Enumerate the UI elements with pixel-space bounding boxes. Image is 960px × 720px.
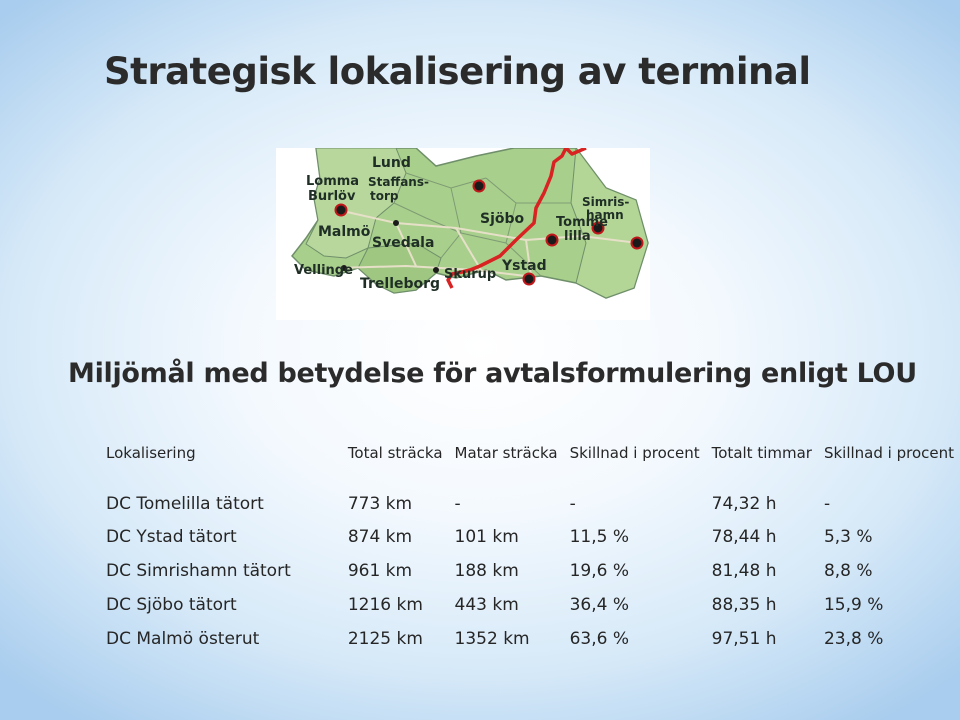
cell-skillnad-procent-1: 36,4 % xyxy=(569,595,630,615)
map-label-ystad: Ystad xyxy=(502,258,547,274)
table-row xyxy=(100,554,960,588)
cell-skillnad-procent-2: - xyxy=(823,494,831,514)
cell-totalt-timmar: 88,35 h xyxy=(711,595,777,615)
cell-skillnad-procent-1: 11,5 % xyxy=(569,527,630,547)
table-row xyxy=(100,588,960,622)
map-label-simrishamn-2: hamn xyxy=(586,208,624,222)
region-map-svg xyxy=(276,148,650,320)
map-label-staffanstorp-2: torp xyxy=(370,189,399,203)
cell-matar-stracka: - xyxy=(454,494,461,514)
cell-totalt-timmar: 81,48 h xyxy=(711,561,777,581)
table-row xyxy=(100,520,960,554)
map-label-simrishamn-1: Simris- xyxy=(582,195,630,209)
cell-skillnad-procent-1: - xyxy=(569,494,576,514)
cell-skillnad-procent-2: 15,9 % xyxy=(823,595,884,615)
cell-totalt-timmar: 97,51 h xyxy=(711,629,777,649)
map-label-lomma: Lomma xyxy=(306,174,360,189)
header-lokalisering: Lokalisering xyxy=(106,444,196,462)
cell-skillnad-procent-2: 23,8 % xyxy=(823,629,884,649)
cell-skillnad-procent-2: 8,8 % xyxy=(823,561,873,581)
cell-matar-stracka: 101 km xyxy=(454,527,519,547)
cell-total-stracka: 874 km xyxy=(347,527,413,547)
header-totalt-timmar: Totalt timmar xyxy=(711,444,812,462)
cell-lokalisering: DC Ystad tätort xyxy=(106,527,237,547)
cell-total-stracka: 1216 km xyxy=(347,595,423,615)
cell-totalt-timmar: 78,44 h xyxy=(711,527,777,547)
map-label-lund: Lund xyxy=(372,155,411,171)
cell-lokalisering: DC Simrishamn tätort xyxy=(106,561,291,581)
map-label-skurup: Skurup xyxy=(444,267,497,282)
header-total-stracka: Total sträcka xyxy=(347,444,443,462)
map-label-vellinge: Vellinge xyxy=(294,263,353,278)
region-map xyxy=(276,148,650,320)
cell-totalt-timmar: 74,32 h xyxy=(711,494,777,514)
cell-matar-stracka: 1352 km xyxy=(454,629,530,649)
header-skillnad-procent-1: Skillnad i procent xyxy=(569,444,700,462)
slide-title: Strategisk lokalisering av terminal xyxy=(104,50,811,93)
cell-matar-stracka: 188 km xyxy=(454,561,519,581)
header-skillnad-procent-2: Skillnad i procent xyxy=(823,444,954,462)
table-row xyxy=(100,464,960,520)
cell-total-stracka: 961 km xyxy=(347,561,413,581)
cell-matar-stracka: 443 km xyxy=(454,595,519,615)
cell-lokalisering: DC Malmö österut xyxy=(106,629,260,649)
cell-skillnad-procent-1: 63,6 % xyxy=(569,629,630,649)
map-label-malmo: Malmö xyxy=(318,224,371,240)
map-label-tomelilla-1: Tomme xyxy=(556,215,608,230)
cell-skillnad-procent-2: 5,3 % xyxy=(823,527,873,547)
header-matar-stracka: Matar sträcka xyxy=(454,444,558,462)
slide-subtitle: Miljömål med betydelse för avtalsformulering enligt LOU xyxy=(68,358,917,389)
map-label-staffanstorp-1: Staffans- xyxy=(368,175,429,189)
cell-skillnad-procent-1: 19,6 % xyxy=(569,561,630,581)
table-header-row xyxy=(100,418,960,464)
cell-total-stracka: 2125 km xyxy=(347,629,423,649)
map-label-trelleborg: Trelleborg xyxy=(360,276,441,292)
comparison-table xyxy=(100,418,960,656)
map-label-sjobo: Sjöbo xyxy=(480,211,525,227)
cell-lokalisering: DC Sjöbo tätort xyxy=(106,595,237,615)
cell-lokalisering: DC Tomelilla tätort xyxy=(106,494,264,514)
map-label-burlov: Burlöv xyxy=(308,189,356,204)
map-label-svedala: Svedala xyxy=(372,235,435,251)
table-row xyxy=(100,622,960,656)
map-label-tomelilla-2: lilla xyxy=(564,229,591,244)
cell-total-stracka: 773 km xyxy=(347,494,413,514)
